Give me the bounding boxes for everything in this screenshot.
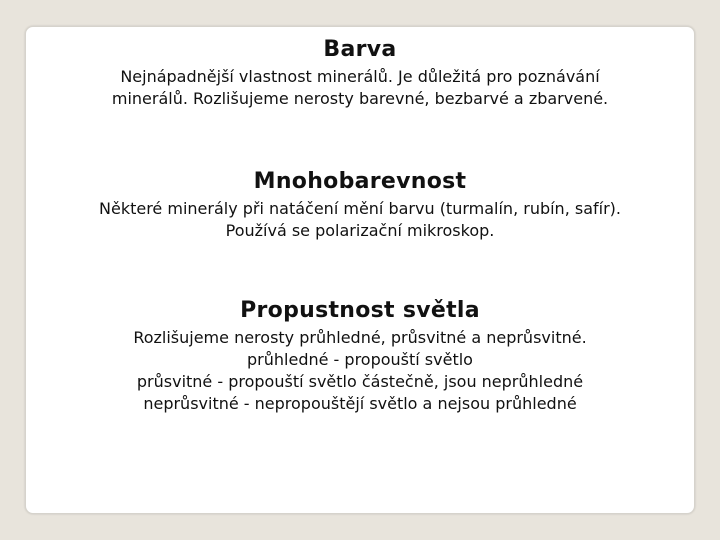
body-line: Používá se polarizační mikroskop. (225, 221, 495, 240)
body-line: Nejnápadnější vlastnost minerálů. Je důležitá pro poznávání (120, 67, 600, 86)
body-line: průsvitné - propouští světlo částečně, jsou neprůhledné (136, 372, 584, 391)
body-line: Některé minerály při natáčení mění barvu (turmalín, rubín, safír). (99, 199, 621, 218)
section-mnohobarevnost (26, 169, 694, 242)
body-line: Rozlišujeme nerosty průhledné, průsvitné a neprůsvitné. (133, 328, 587, 347)
body-line: minerálů. Rozlišujeme nerosty barevné, bezbarvé a zbarvené. (111, 89, 609, 108)
section-propustnost-svetla (26, 298, 694, 415)
section-heading: Mnohobarevnost (253, 169, 467, 194)
body-line: průhledné - propouští světlo (247, 350, 473, 369)
slide (25, 26, 695, 514)
section-barva (26, 37, 694, 110)
section-heading: Propustnost světla (240, 298, 480, 323)
section-heading: Barva (323, 37, 397, 62)
body-line: neprůsvitné - nepropouštějí světlo a nejsou průhledné (143, 394, 577, 413)
